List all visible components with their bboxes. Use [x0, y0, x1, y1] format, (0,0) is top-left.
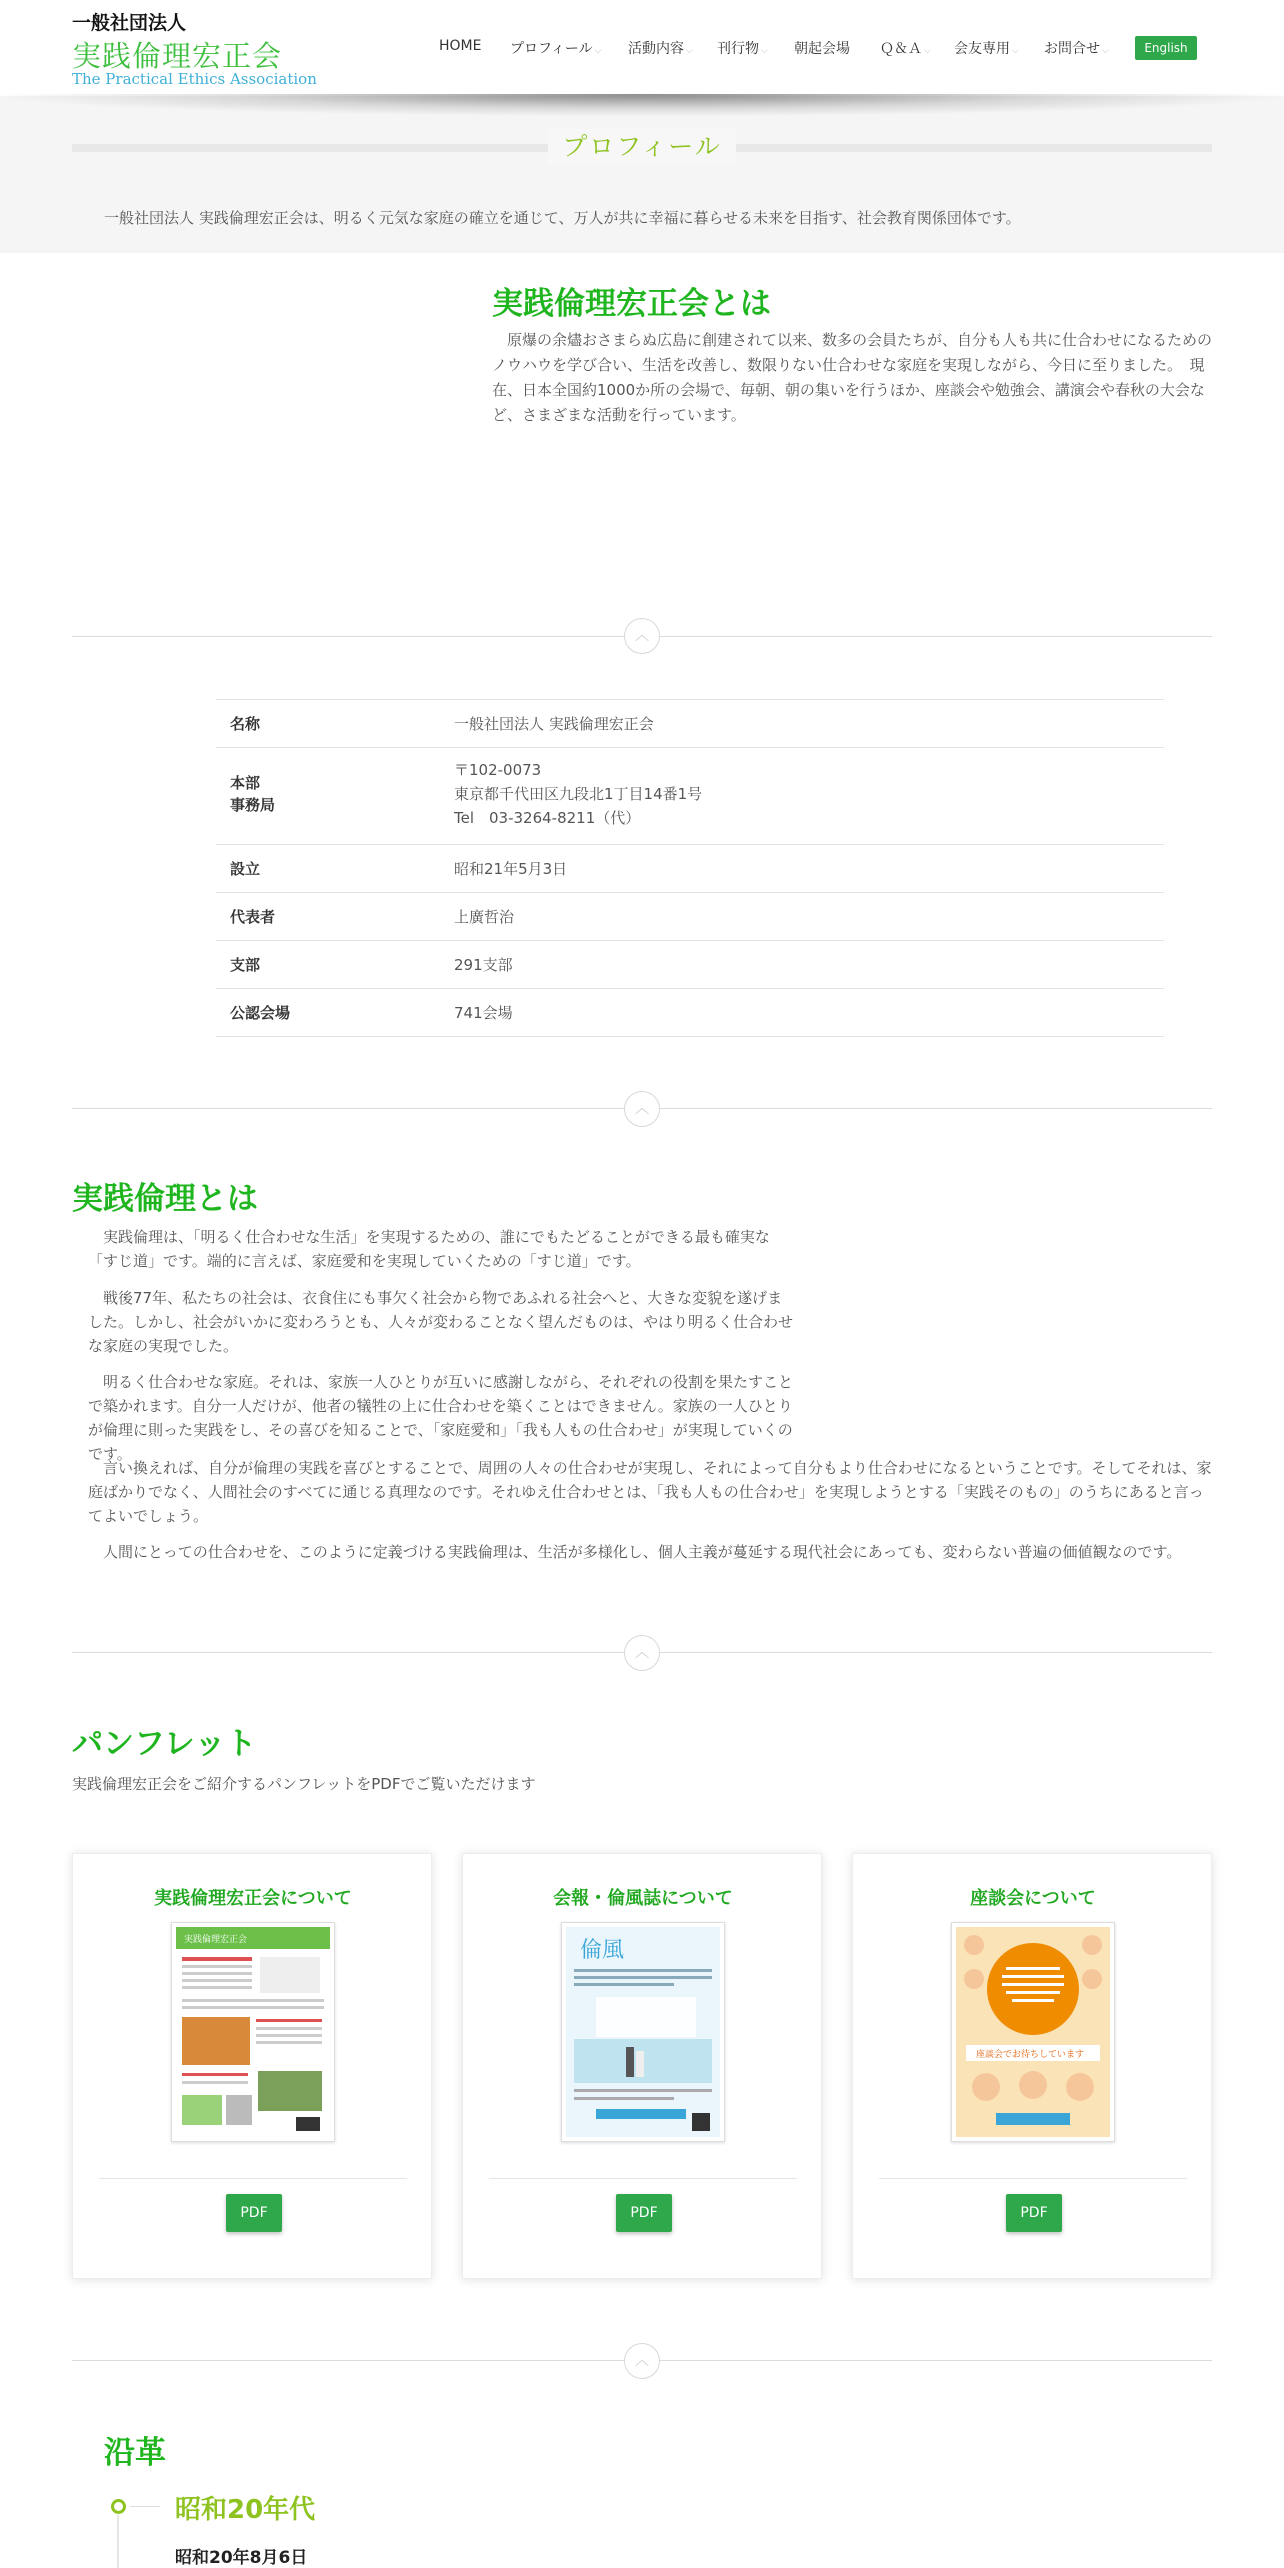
table-row-label: 設立 — [230, 860, 261, 878]
table-row-label: 名称 — [230, 715, 261, 733]
info-table — [216, 700, 1164, 1037]
nav-item-qa[interactable]: Ｑ＆Ａ ⌵ — [880, 41, 931, 57]
ethics-paragraph: 言い換えれば、自分が倫理の実践を喜びとすることで、周囲の人々の仕合わせが実現し、それによって自分もより仕合わせになるということです。そしてそれは、家庭ばかりでなく、人間社会のすべてに通じる真理なのです。それゆえ仕合わせとは、「我も人もの仕合わせ」を実現しようとする「実践そのもの」のうちにあると言ってよいでしょう。 — [88, 1459, 1212, 1525]
pdf-button[interactable]: PDF — [226, 2194, 282, 2232]
logo-org-name[interactable]: 実践倫理宏正会 — [72, 39, 283, 73]
pamphlet-card — [852, 1853, 1212, 2279]
scroll-top-button[interactable] — [624, 618, 660, 654]
table-row-label: 本部 事務局 — [230, 774, 276, 814]
site-header — [0, 0, 1284, 96]
pamphlet-cover-illustration — [956, 1927, 1110, 2137]
table-row-value: 上廣哲治 — [454, 908, 515, 926]
pdf-button[interactable]: PDF — [1006, 2194, 1062, 2232]
table-row-label: 支部 — [230, 956, 261, 974]
timeline-line — [117, 2515, 119, 2568]
pamphlet-description: 実践倫理宏正会をご紹介するパンフレットをPDFでご覧いただけます — [72, 1775, 536, 1793]
history-era: 昭和20年代 — [175, 2495, 316, 2525]
table-row — [216, 699, 1164, 748]
banner-description: 一般社団法人 実践倫理宏正会は、明るく元気な家庭の確立を通じて、万人が共に幸福に暮らせる未来を目指す、社会教育関係団体です。 — [104, 209, 1021, 227]
chevron-down-icon: ⌵ — [1012, 46, 1019, 56]
table-row-label: 代表者 — [230, 908, 276, 926]
english-button[interactable]: English — [1135, 36, 1197, 60]
profile-banner — [0, 96, 1284, 253]
nav-item-publications[interactable]: 刊行物 ⌵ — [717, 41, 768, 57]
logo-org-type[interactable]: 一般社団法人 — [72, 12, 187, 34]
card-separator — [879, 2178, 1187, 2179]
chevron-down-icon: ⌵ — [761, 46, 768, 56]
chevron-down-icon: ⌵ — [1102, 46, 1109, 56]
pamphlet-cover-image[interactable] — [171, 1922, 335, 2142]
card-separator — [99, 2178, 407, 2179]
pdf-button[interactable]: PDF — [616, 2194, 672, 2232]
ethics-heading: 実践倫理とは — [72, 1181, 258, 1217]
nav-item-morning-venues[interactable]: 朝起会場 — [794, 41, 850, 57]
table-row-value: 〒102-0073 東京都千代田区九段北1丁目14番1号 Tel 03-3264-8211（代） — [454, 761, 703, 827]
table-row — [216, 844, 1164, 893]
pamphlet-card-title: 実践倫理宏正会について — [154, 1888, 352, 1909]
page-title: プロフィール — [562, 132, 722, 161]
cover-heading: 座談会でお待ちしています — [976, 2050, 1085, 2060]
pamphlet-cover-image[interactable] — [561, 1922, 725, 2142]
table-row-label: 公認会場 — [230, 1004, 291, 1022]
history-date: 昭和20年8月6日 — [175, 2548, 308, 2568]
ethics-paragraph: 明るく仕合わせな家庭。それは、家族一人ひとりが互いに感謝しながら、それぞれの役割を果たすことで築かれます。自分一人だけが、他者の犠牲の上に仕合わせを築くことはできません。家族の一人ひとりが倫理に則った実践をし、その喜びを知ることで、「家庭愛和」「我も人もの仕合わせ」が実現していくのです。 — [88, 1373, 794, 1463]
table-row — [216, 940, 1164, 989]
nav-item-home[interactable]: HOME — [439, 38, 482, 54]
nav-item-members[interactable]: 会友専用 ⌵ — [954, 41, 1019, 57]
pamphlet-cover-image[interactable] — [951, 1922, 1115, 2142]
ethics-paragraph: 実践倫理は、「明るく仕合わせな生活」を実現するための、誰にでもたどることができる最も確実な「すじ道」です。端的に言えば、家庭愛和を実現していくための「すじ道」です。 — [88, 1228, 770, 1270]
table-row-value: 昭和21年5月3日 — [454, 860, 568, 878]
card-separator — [489, 2178, 797, 2179]
pamphlet-card — [462, 1853, 822, 2279]
chevron-down-icon: ⌵ — [686, 46, 693, 56]
nav-item-contact[interactable]: お問合せ ⌵ — [1044, 41, 1109, 57]
table-row-value: 291支部 — [454, 956, 513, 974]
logo-org-name-en[interactable]: The Practical Ethics Association — [72, 70, 317, 88]
banner-title-box — [548, 129, 736, 165]
pamphlet-card-title: 座談会について — [970, 1888, 1096, 1909]
main-nav — [0, 38, 1284, 62]
scroll-top-button[interactable] — [624, 1635, 660, 1671]
chevron-up-icon: ︿ — [635, 1101, 649, 1117]
timeline-connector — [130, 2506, 160, 2507]
table-row-value: 741会場 — [454, 1004, 513, 1022]
chevron-up-icon: ︿ — [635, 1645, 649, 1661]
table-row-value: 一般社団法人 実践倫理宏正会 — [454, 715, 654, 733]
cover-heading: 実践倫理宏正会 — [184, 1935, 248, 1945]
chevron-down-icon: ⌵ — [924, 46, 931, 56]
pamphlet-card-title: 会報・倫風誌について — [553, 1888, 733, 1909]
pamphlet-cover-illustration — [176, 1927, 330, 2137]
table-row — [216, 892, 1164, 941]
ethics-paragraph: 戦後77年、私たちの社会は、衣食住にも事欠く社会から物であふれる社会へと、大きな変貌を遂げました。しかし、社会がいかに変わろうとも、人々が変わることなく望んだものは、やはり明るく仕合わせな家庭の実現でした。 — [88, 1289, 794, 1355]
cover-heading: 倫風 — [580, 1938, 625, 1963]
chevron-up-icon: ︿ — [635, 628, 649, 644]
about-text: 原爆の余燼おさまらぬ広島に創建されて以来、数多の会員たちが、自分も人も共に仕合わせになるためのノウハウを学び合い、生活を改善し、数限りない仕合わせな家庭を実現しながら、今日に至りました。 現在、日本全国約1000か所の会場で、毎朝、朝の集いを行うほか、座談会や勉強会、講演会や春秋の大会など、さまざまな活動を行っています。 — [492, 331, 1213, 424]
about-heading: 実践倫理宏正会とは — [492, 286, 771, 322]
nav-item-profile[interactable]: プロフィール ⌵ — [510, 41, 602, 57]
nav-item-activities[interactable]: 活動内容 ⌵ — [628, 41, 693, 57]
scroll-top-button[interactable] — [624, 2343, 660, 2379]
chevron-down-icon: ⌵ — [594, 46, 602, 56]
table-row — [216, 747, 1164, 845]
chevron-up-icon: ︿ — [635, 2353, 649, 2369]
scroll-top-button[interactable] — [624, 1091, 660, 1127]
history-heading: 沿革 — [104, 2435, 166, 2471]
pamphlet-cover-illustration — [566, 1927, 720, 2137]
timeline-marker — [111, 2499, 126, 2514]
pamphlet-card — [72, 1853, 432, 2279]
header-shadow — [0, 94, 1284, 116]
pamphlet-heading: パンフレット — [72, 1726, 257, 1762]
ethics-paragraph: 人間にとっての仕合わせを、このように定義づける実践倫理は、生活が多様化し、個人主義が蔓延する現代社会にあっても、変わらない普遍の価値観なのです。 — [88, 1543, 1182, 1561]
table-row — [216, 988, 1164, 1037]
